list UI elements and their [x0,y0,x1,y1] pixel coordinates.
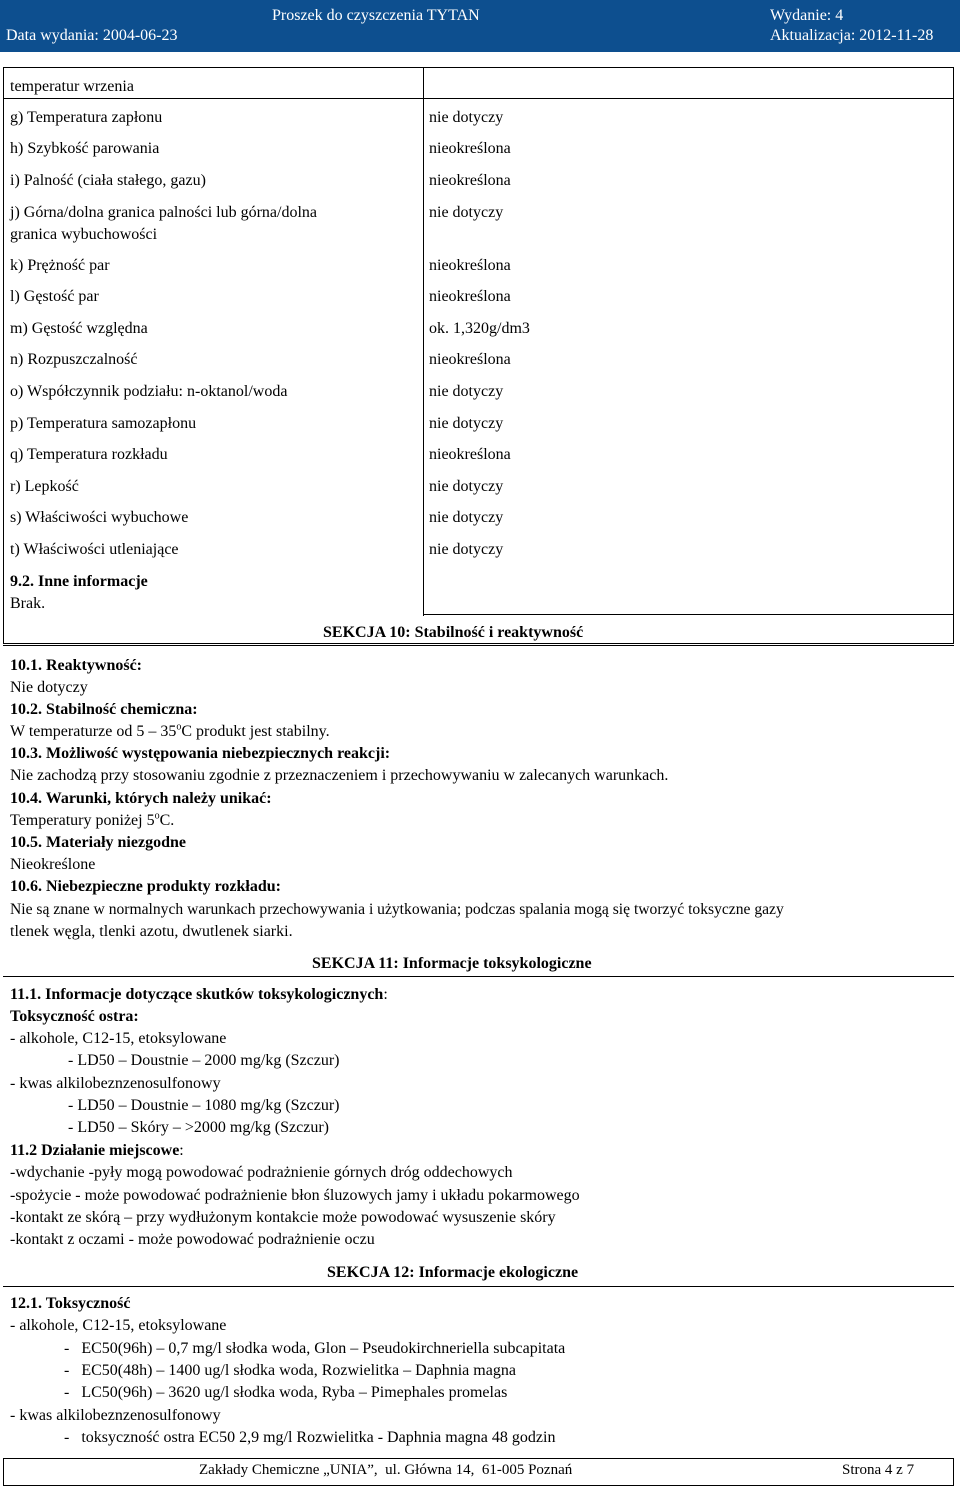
list-item: - LD50 – Doustnie – 2000 mg/kg (Szczur) [68,1052,340,1069]
subsection-text: W temperaturze od 5 – 35$^o$C produkt jest stabilny. [10,721,330,740]
list-item: - alkohole, C12-15, etoksylowane [10,1317,227,1334]
edition-number: Wydanie: 4 [770,7,844,24]
document-footer [3,1458,954,1486]
section-divider [3,645,954,646]
property-label: o) Współczynnik podziału: n-oktanol/woda [10,383,288,400]
property-value: nie dotyczy [429,541,504,558]
property-label: granica wybuchowości [10,226,158,243]
property-label: t) Właściwości utleniające [10,541,179,558]
property-value: nie dotyczy [429,204,504,221]
page-number: Strona 4 z 7 [842,1462,915,1478]
table-row-divider [4,98,953,99]
list-item: - LC50(96h) – 3620 ug/l słodka woda, Ryba – Pimephales promelas [64,1384,508,1401]
other-info-heading: 9.2. Inne informacje [10,573,148,590]
property-label: h) Szybkość parowania [10,140,160,157]
list-item: -kontakt z oczami - może powodować podrażnienie oczu [10,1231,375,1248]
subsection-heading: 12.1. Toksyczność [10,1295,131,1312]
section-12-title: SEKCJA 12: Informacje ekologiczne [327,1264,579,1281]
property-value: nieokreślona [429,172,511,189]
property-label: l) Gęstość par [10,288,99,305]
property-label: j) Górna/dolna granica palności lub górna/dolna [10,204,318,221]
properties-table [3,67,954,644]
section-divider [3,1286,954,1287]
document-header [0,0,960,52]
subsection-heading: 11.1. Informacje dotyczące skutków toksykologicznych: [10,986,388,1003]
property-value: nieokreślona [429,140,511,157]
list-item: -spożycie - może powodować podrażnienie błon śluzowych jamy i układu pokarmowego [10,1187,580,1204]
property-label: s) Właściwości wybuchowe [10,509,189,526]
subsection-text: tlenek węgla, tlenki azotu, dwutlenek siarki. [10,923,293,940]
subsection-heading: 10.1. Reaktywność: [10,657,142,674]
table-row-divider [423,614,953,615]
property-label: i) Palność (ciała stałego, gazu) [10,172,206,189]
property-label: r) Lepkość [10,478,79,495]
list-item: - alkohole, C12-15, etoksylowane [10,1030,227,1047]
subsection-text: Nie dotyczy [10,679,88,696]
subsection-text: Nieokreślone [10,856,96,873]
section-10-title: SEKCJA 10: Stabilność i reaktywność [323,624,584,641]
subsection-heading: Toksyczność ostra: [10,1008,139,1025]
list-item: - kwas alkilobeznzenosulfonowy [10,1075,221,1092]
property-value: nieokreślona [429,288,511,305]
list-item: -wdychanie -pyły mogą powodować podrażnienie górnych dróg oddechowych [10,1164,513,1181]
subsection-heading: 10.2. Stabilność chemiczna: [10,701,198,718]
list-item: - LD50 – Doustnie – 1080 mg/kg (Szczur) [68,1097,340,1114]
property-label: q) Temperatura rozkładu [10,446,168,463]
table-divider [423,68,424,616]
list-item: - toksyczność ostra EC50 2,9 mg/l Rozwielitka - Daphnia magna 48 godzin [64,1429,556,1446]
property-value: nie dotyczy [429,415,504,432]
property-label: k) Prężność par [10,257,110,274]
subsection-text: Nie zachodzą przy stosowaniu zgodnie z przeznaczeniem i przechowywaniu w zalecanych warunkach. [10,767,669,784]
subsection-heading: 10.6. Niebezpieczne produkty rozkładu: [10,878,281,895]
list-item: - LD50 – Skóry – >2000 mg/kg (Szczur) [68,1119,329,1136]
list-item: -kontakt ze skórą – przy wydłużonym kontakcie może powodować wysuszenie skóry [10,1209,556,1226]
subsection-text: Nie są znane w normalnych warunkach przechowywania i użytkowania; podczas spalania mogą się tworzyć toksyczne gazy [10,901,784,918]
property-value: nie dotyczy [429,109,504,126]
company-address: Zakłady Chemiczne „UNIA”, ul. Główna 14, 61-005 Poznań [199,1462,573,1478]
list-item: - kwas alkilobeznzenosulfonowy [10,1407,221,1424]
property-value: nie dotyczy [429,478,504,495]
property-value: nie dotyczy [429,509,504,526]
property-label: n) Rozpuszczalność [10,351,138,368]
list-item: - EC50(48h) – 1400 ug/l słodka woda, Rozwielitka – Daphnia magna [64,1362,516,1379]
subsection-text: Temperatury poniżej 5$^o$C. [10,810,175,829]
property-label: temperatur wrzenia [10,78,134,95]
section-11-title: SEKCJA 11: Informacje toksykologiczne [312,955,592,972]
other-info-text: Brak. [10,595,46,612]
subsection-heading: 10.5. Materiały niezgodne [10,834,186,851]
property-label: p) Temperatura samozapłonu [10,415,197,432]
subsection-heading: 10.3. Możliwość występowania niebezpiecznych reakcji: [10,745,391,762]
subsection-heading: 10.4. Warunki, których należy unikać: [10,790,272,807]
property-value: nieokreślona [429,446,511,463]
property-label: m) Gęstość względna [10,320,148,337]
property-value: nieokreślona [429,257,511,274]
product-title: Proszek do czyszczenia TYTAN [272,7,480,24]
property-value: nieokreślona [429,351,511,368]
subsection-heading: 11.2 Działanie miejscowe: [10,1142,184,1159]
list-item: - EC50(96h) – 0,7 mg/l słodka woda, Glon – Pseudokirchneriella subcapitata [64,1340,566,1357]
issue-date: Data wydania: 2004-06-23 [6,27,178,44]
update-date: Aktualizacja: 2012-11-28 [770,27,934,44]
property-label: g) Temperatura zapłonu [10,109,163,126]
section-divider [3,976,954,977]
property-value: nie dotyczy [429,383,504,400]
property-value: ok. 1,320g/dm3 [429,320,530,337]
